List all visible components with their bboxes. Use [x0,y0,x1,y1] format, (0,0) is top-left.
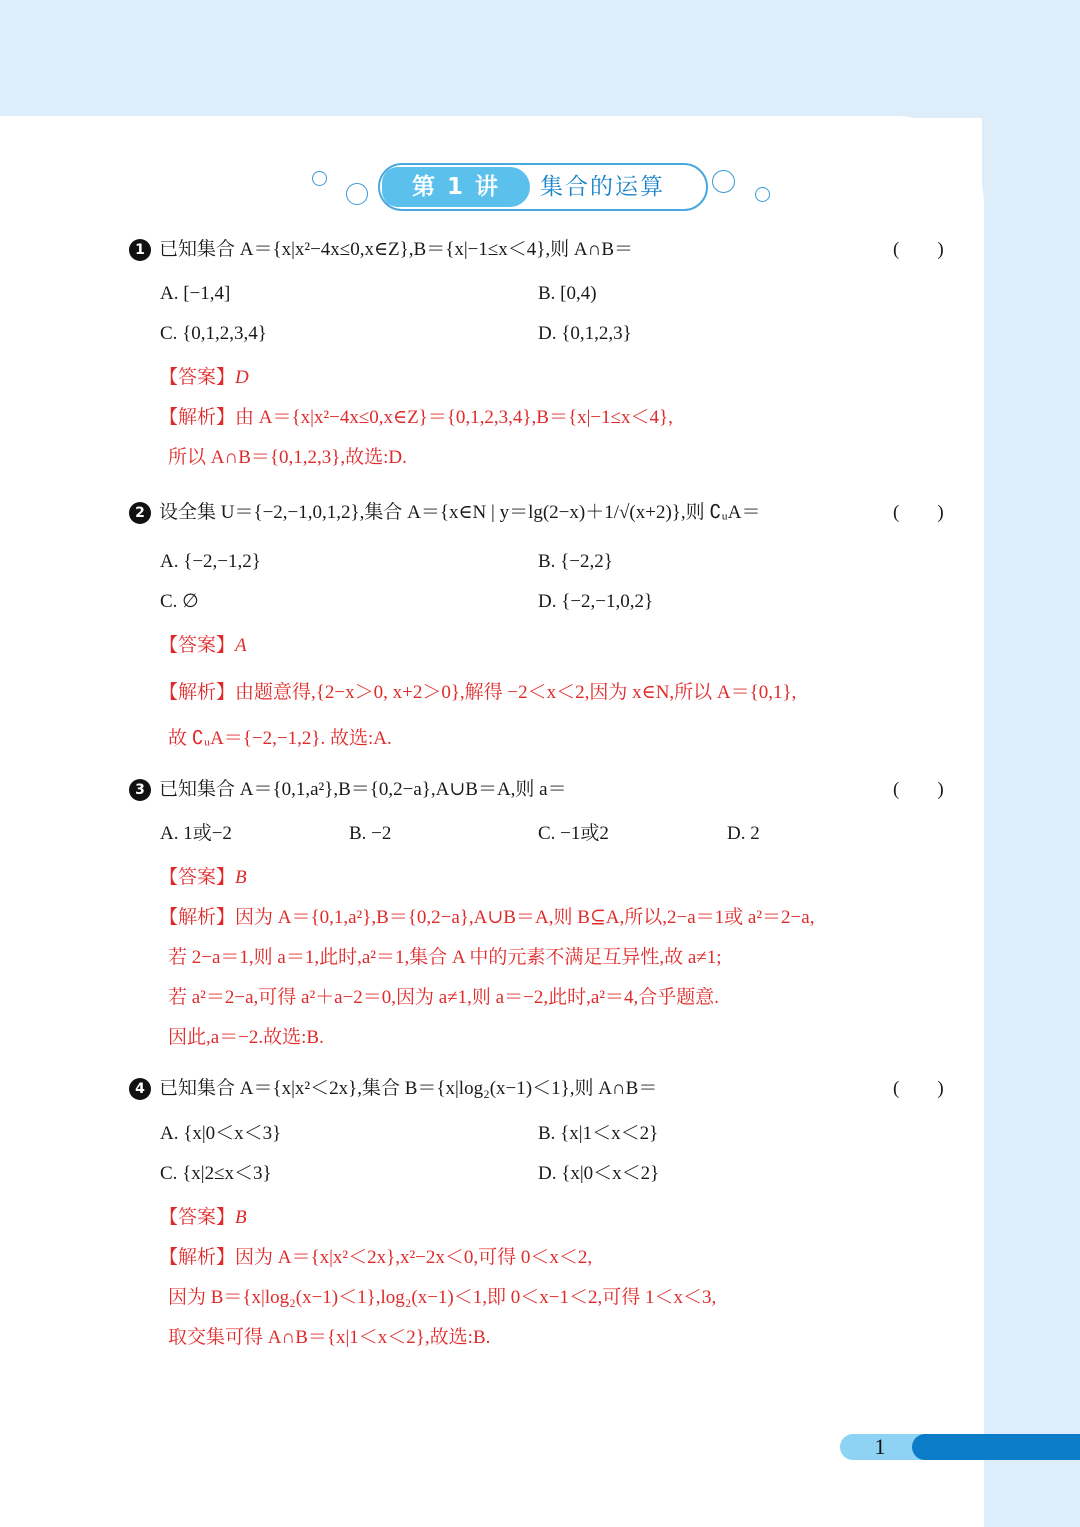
answer-value: B [235,867,247,888]
question-stem: 已知集合 A＝{x|x²−4x≤0,x∈Z},B＝{x|−1≤x＜4},则 A∩B＝ [159,239,633,260]
bubble-decoration [346,183,368,205]
question-number: 4 [129,1078,151,1100]
answer-line [159,865,247,891]
analysis-line [159,405,673,431]
analysis-line: 故 ∁ᵤA＝{−2,−1,2}. 故选:A. [168,728,392,749]
analysis-line: 若 2−a＝1,则 a＝1,此时,a²＝1,集合 A 中的元素不满足互异性,故 a≠1; [168,947,722,968]
option-c: C. {x|2≤x＜3} [160,1163,272,1184]
bubble-decoration [312,171,327,186]
analysis-tag: 【解析】 [159,407,236,428]
analysis-line: 因为 B＝{x|log₂(x−1)＜1},log₂(x−1)＜1,即 0＜x−1＜2,可得 1＜x＜3, [168,1287,717,1308]
answer-tag: 【答案】 [159,635,236,656]
answer-line [159,1205,247,1231]
option-b: B. −2 [349,823,392,844]
analysis-tag: 【解析】 [159,1247,236,1268]
answer-tag: 【答案】 [159,867,236,888]
answer-tag: 【答案】 [159,1207,236,1228]
right-margin-band [982,0,1080,1527]
lesson-number-pill [382,167,530,207]
page-panel [0,116,984,1527]
answer-paren: ( ) [893,1078,944,1099]
question-stem: 已知集合 A＝{x|x²＜2x},集合 B＝{x|log₂(x−1)＜1},则 A∩B＝ [159,1078,658,1099]
option-a: A. {x|0＜x＜3} [160,1123,282,1144]
question-stem: 已知集合 A＝{0,1,a²},B＝{0,2−a},A∪B＝A,则 a＝ [159,779,567,800]
analysis-text: 由 A＝{x|x²−4x≤0,x∈Z}＝{0,1,2,3,4},B＝{x|−1≤x＜4}, [235,407,673,428]
header-band [0,0,1080,118]
analysis-line [159,680,796,706]
question-number: 2 [129,502,151,524]
option-d: D. {x|0＜x＜2} [538,1163,660,1184]
analysis-line: 取交集可得 A∩B＝{x|1＜x＜2},故选:B. [168,1327,491,1348]
option-c: C. −1或2 [538,823,609,844]
page-pill-dark [912,1434,1080,1460]
option-c: C. {0,1,2,3,4} [160,323,267,344]
answer-line [159,365,249,391]
option-c: C. ∅ [160,591,199,612]
answer-paren: ( ) [893,779,944,800]
analysis-text: 因为 A＝{x|x²＜2x},x²−2x＜0,可得 0＜x＜2, [235,1247,593,1268]
option-d: D. 2 [727,823,760,844]
analysis-tag: 【解析】 [159,907,236,928]
option-a: A. [−1,4] [160,283,231,304]
analysis-line: 因此,a＝−2.故选:B. [168,1027,324,1048]
question-stem: 设全集 U＝{−2,−1,0,1,2},集合 A＝{x∈N | y＝lg(2−x)＋1/√(x+2)},则 ∁ᵤA＝ [159,502,761,523]
analysis-line: 若 a²＝2−a,可得 a²＋a−2＝0,因为 a≠1,则 a＝−2,此时,a²＝4,合乎题意. [168,987,719,1008]
answer-paren: ( ) [893,239,944,260]
answer-value: B [235,1207,247,1228]
option-d: D. {−2,−1,0,2} [538,591,654,612]
option-a: A. {−2,−1,2} [160,551,261,572]
option-b: B. [0,4) [538,283,597,304]
analysis-text: 因为 A＝{0,1,a²},B＝{0,2−a},A∪B＝A,则 B⊆A,所以,2−a＝1或 a²＝2−a, [235,907,815,928]
option-d: D. {0,1,2,3} [538,323,632,344]
analysis-line [159,1245,592,1271]
lesson-title: 集合的运算 [540,174,665,200]
answer-tag: 【答案】 [159,367,236,388]
lesson-number: 第 1 讲 [411,174,501,200]
analysis-text: 由题意得,{2−x＞0, x+2＞0},解得 −2＜x＜2,因为 x∈N,所以 A＝{0,1}, [235,682,797,703]
analysis-line [159,905,814,931]
answer-value: A [235,635,247,656]
page-number: 1 [874,1434,886,1459]
bubble-decoration [755,187,770,202]
lesson-banner [378,163,708,211]
analysis-tag: 【解析】 [159,682,236,703]
option-b: B. {x|1＜x＜2} [538,1123,659,1144]
answer-value: D [235,367,249,388]
bubble-decoration [712,170,735,193]
answer-line [159,633,247,659]
analysis-line: 所以 A∩B＝{0,1,2,3},故选:D. [168,447,407,468]
option-a: A. 1或−2 [160,823,232,844]
option-b: B. {−2,2} [538,551,613,572]
question-number: 1 [129,239,151,261]
answer-paren: ( ) [893,502,944,523]
question-number: 3 [129,779,151,801]
